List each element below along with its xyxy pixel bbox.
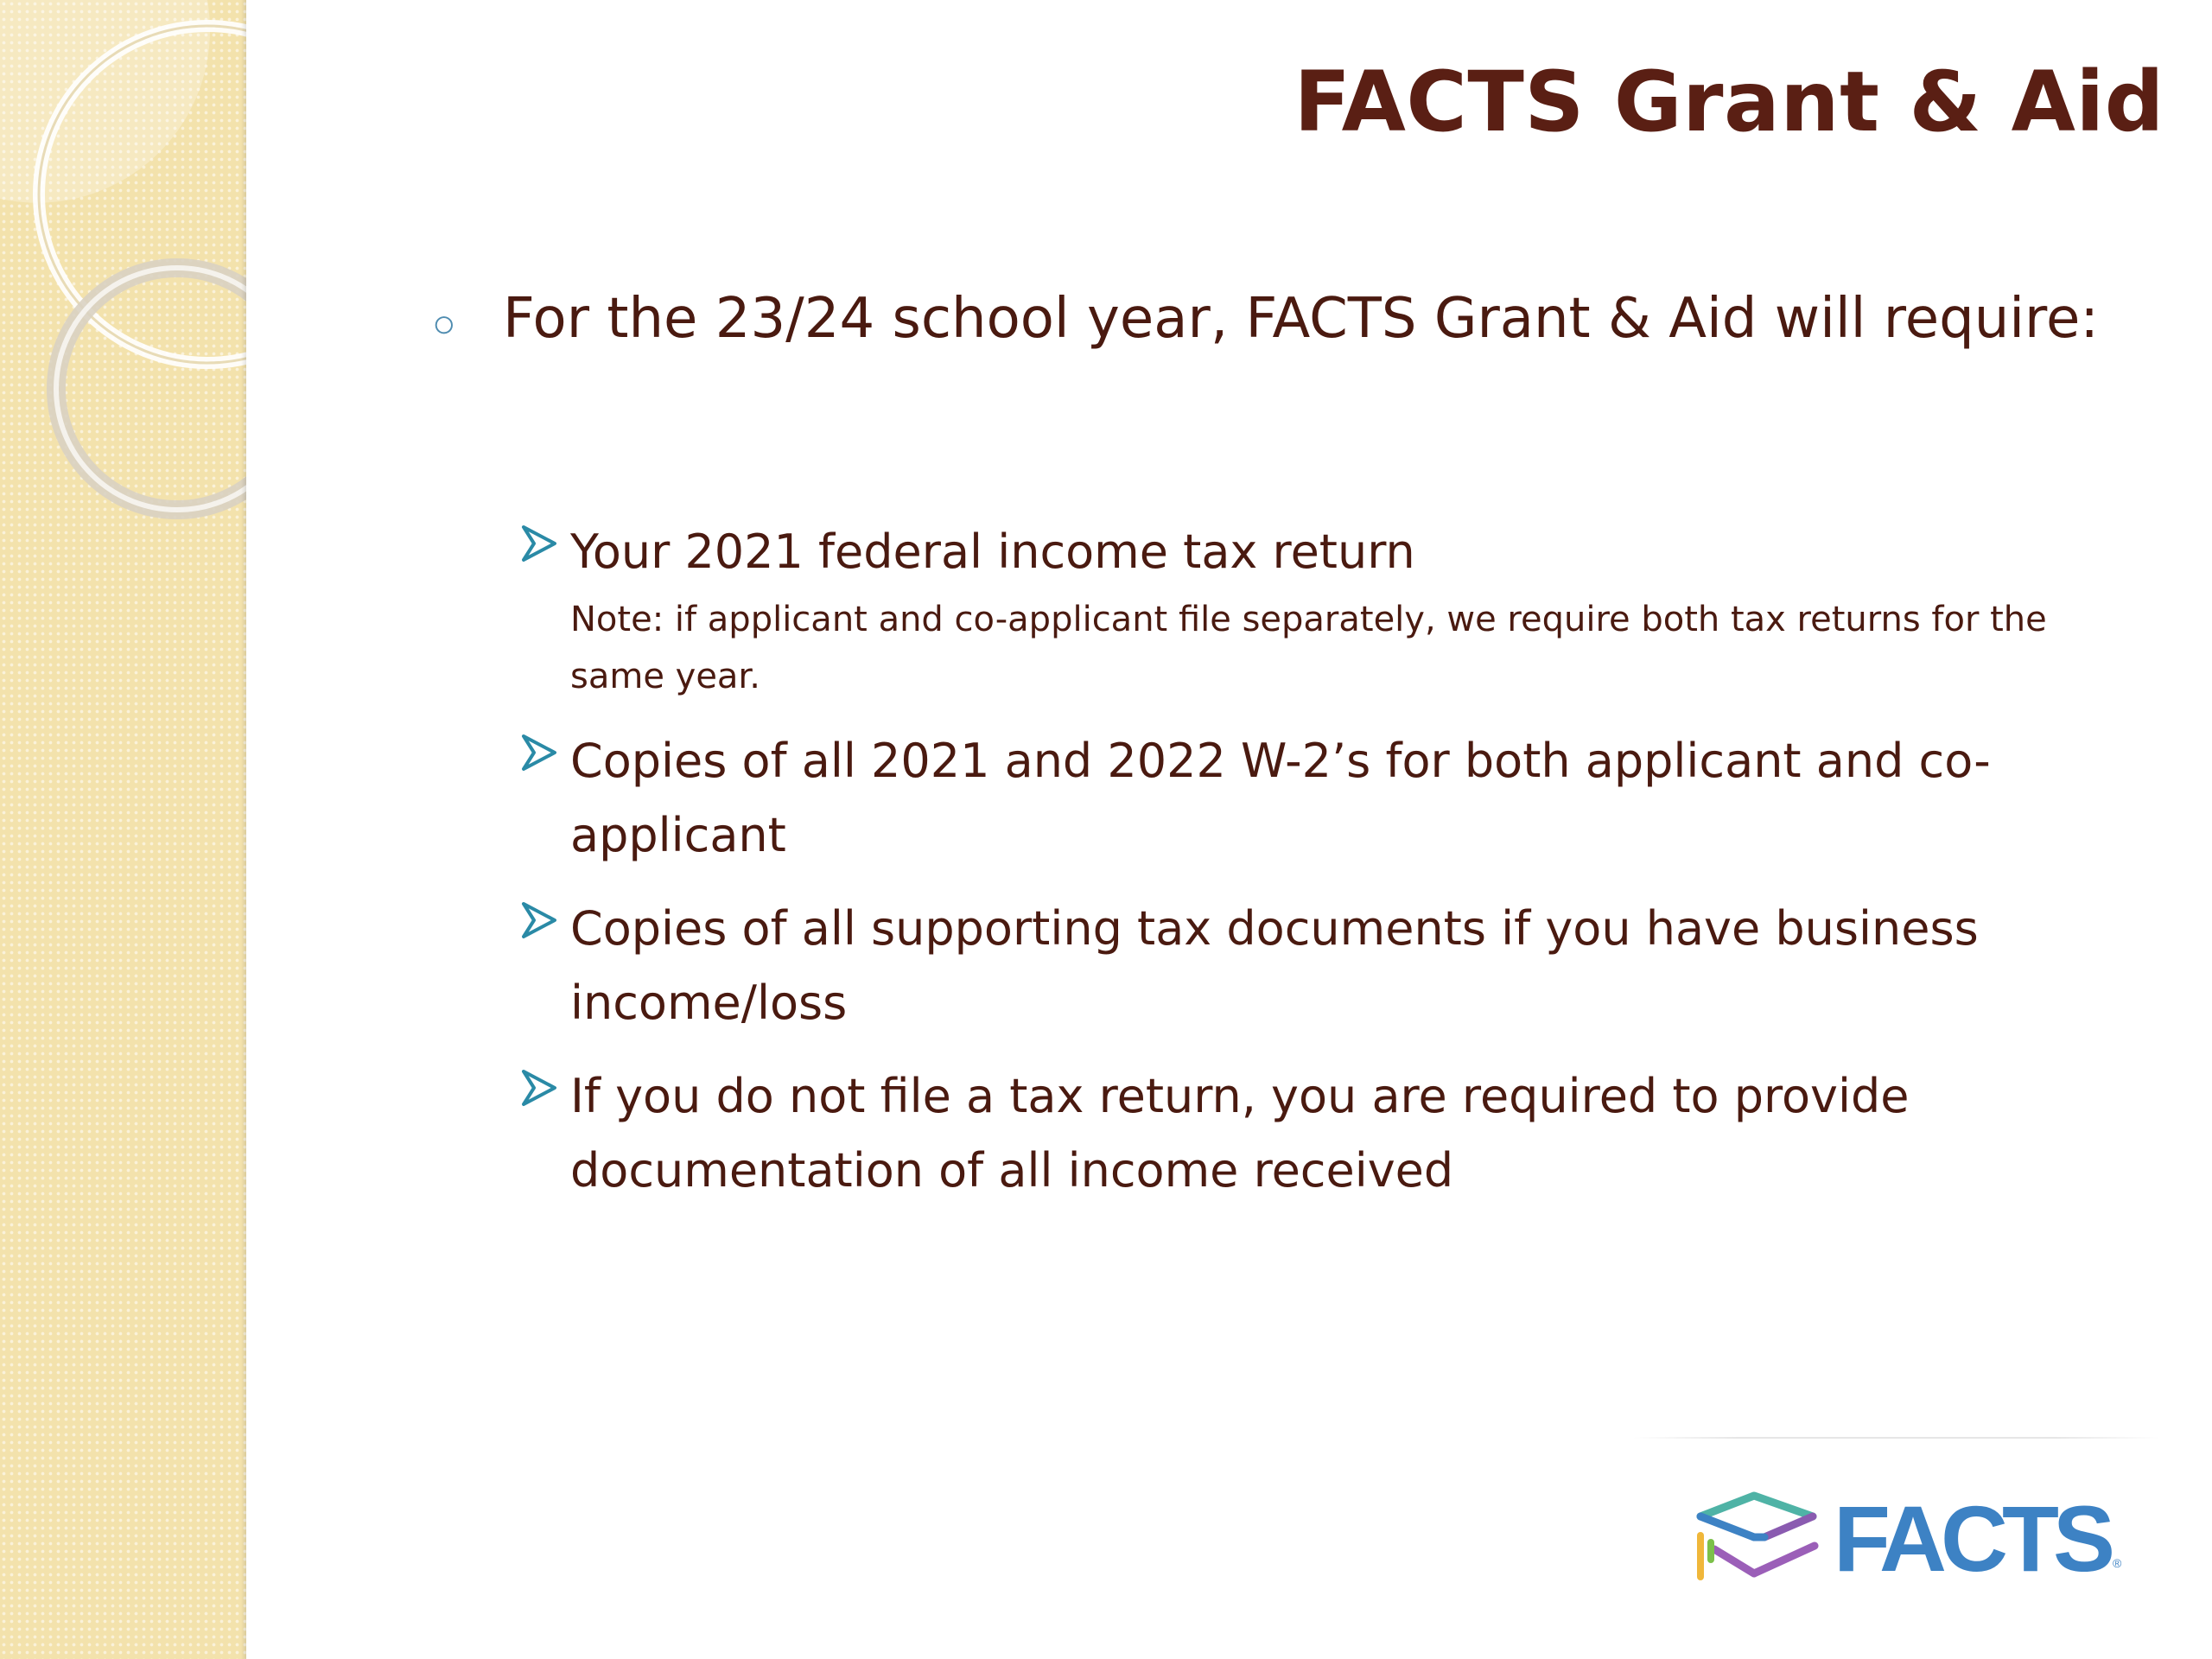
- lead-text: For the 23/24 school year, FACTS Grant & Aid will require:: [503, 287, 2099, 351]
- decorative-side-strip: [0, 0, 246, 1659]
- requirement-text: Your 2021 federal income tax return: [570, 524, 1415, 579]
- arrow-bullet-icon: [517, 731, 570, 774]
- list-item: [517, 724, 2124, 873]
- facts-logo: [1685, 1484, 2121, 1592]
- list-item: [517, 515, 2124, 705]
- list-item: [517, 892, 2124, 1040]
- list-item: [517, 1059, 2124, 1208]
- arrow-bullet-icon: [517, 1066, 570, 1109]
- requirement-text: Copies of all 2021 and 2022 W-2’s for both applicant and co-applicant: [570, 734, 1991, 862]
- logo-divider: [1633, 1437, 2160, 1439]
- circle-bullet-icon: ○: [432, 301, 456, 346]
- registered-mark: ®: [2113, 1556, 2122, 1570]
- requirement-text: If you do not file a tax return, you are required to provide documentation of all income received: [570, 1069, 1910, 1198]
- facts-wordmark: FACTS: [1834, 1486, 2110, 1591]
- lead-bullet-item: [432, 287, 2143, 351]
- requirements-list: [517, 515, 2124, 1227]
- arrow-bullet-icon: [517, 899, 570, 942]
- slide-title: FACTS Grant & Aid: [1294, 54, 2164, 150]
- requirement-note: Note: if applicant and co-applicant file separately, we require both tax returns for the same year.: [570, 600, 2047, 696]
- requirement-text: Copies of all supporting tax documents if you have business income/loss: [570, 901, 1979, 1030]
- decorative-rings-icon: [0, 0, 246, 553]
- facts-graduation-cap-icon: [1685, 1487, 1832, 1591]
- arrow-bullet-icon: [517, 522, 570, 565]
